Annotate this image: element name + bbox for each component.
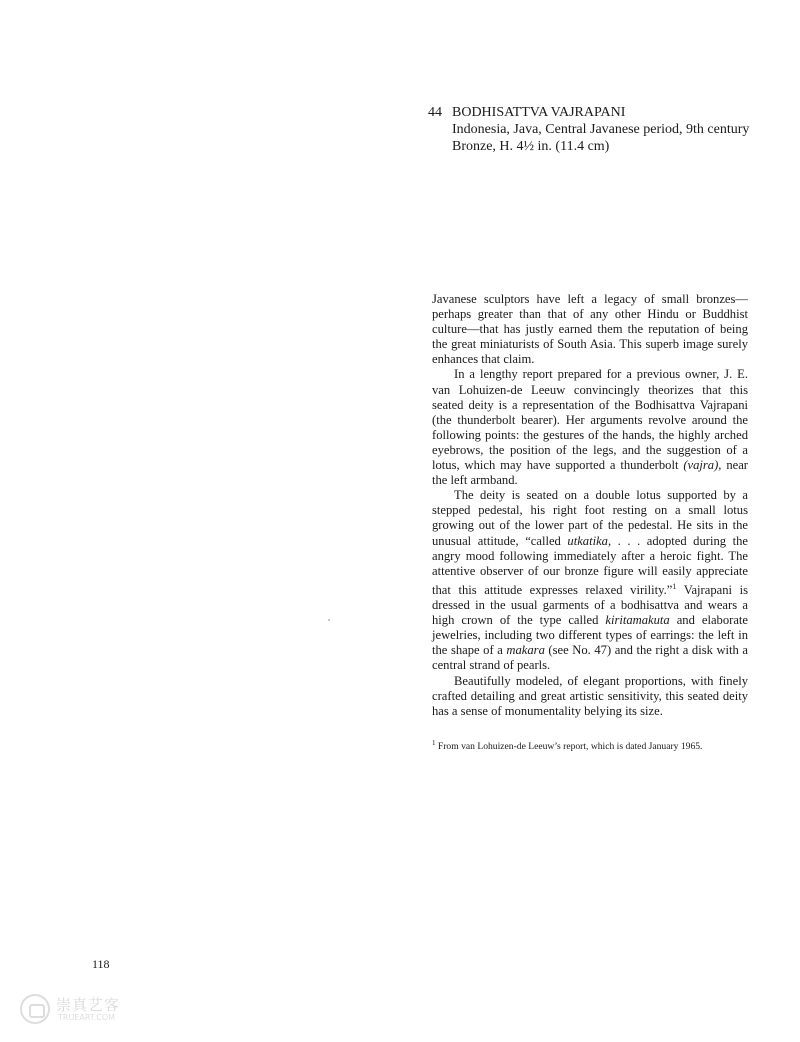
artwork-medium: Bronze, H. 4½ in. (11.4 cm) xyxy=(452,139,610,154)
artwork-origin: Indonesia, Java, Central Javanese period, 9th century xyxy=(452,122,750,137)
footnote xyxy=(432,738,772,753)
term-vajra: (vajra), xyxy=(683,458,722,473)
paragraph-3-text-b: . . . adopted during the angry mood following immediately after a heroic fight. The attentive observer of our bronze figure will easily appreciate that this attitude expresses relaxed virility.” xyxy=(432,533,748,597)
term-makara: makara xyxy=(506,643,545,658)
paragraph-2-text-b: near the left armband. xyxy=(432,458,748,488)
paragraph-3-text-a: The deity is seated on a double lotus supported by a stepped pedestal, his right foot resting on a small lotus growing out of the lower part of the pedestal. He sits in the unusual attitude, “called xyxy=(432,488,748,548)
watermark-name: 崇真艺客 xyxy=(56,996,121,1014)
paragraph-2 xyxy=(432,367,748,488)
essay-body xyxy=(432,292,748,719)
stray-mark xyxy=(328,619,330,621)
caption-lines xyxy=(452,104,772,155)
footnote-reference: 1 xyxy=(672,581,677,591)
footnote-text: From van Lohuizen-de Leeuw’s report, which is dated January 1965. xyxy=(437,741,703,752)
watermark-logo-icon xyxy=(20,994,50,1024)
watermark-url: TRUEART.COM xyxy=(58,1013,116,1022)
watermark xyxy=(20,992,140,1028)
paragraph-1: Javanese sculptors have left a legacy of small bronzes—perhaps greater than that of any other Hindu or Buddhist culture—that has justly earned them the reputation of being the great miniaturists of South Asia. This superb image surely enhances that claim. xyxy=(432,292,748,367)
page-number: 118 xyxy=(92,957,110,971)
paragraph-3-text-d: and elaborate jewelries, including two different types of earrings: the left in the shape of a xyxy=(432,613,749,658)
paragraph-3-text-c: Vajrapani is dressed in the usual garments of a bodhisattva and wears a high crown of the type called xyxy=(432,582,748,628)
paragraph-3-text-e: (see No. 47) and the right a disk with a central strand of pearls. xyxy=(432,643,748,673)
term-utkatika: utkatika, xyxy=(567,533,612,548)
artwork-title: BODHISATTVA VAJRAPANI xyxy=(452,105,626,120)
catalog-number: 44 xyxy=(428,105,442,120)
paragraph-4: Beautifully modeled, of elegant proportions, with finely crafted detailing and great artistic sensitivity, this seated deity has a sense of monumentality belying its size. xyxy=(432,673,748,718)
term-kiritamakuta: kiritamakuta xyxy=(605,613,670,628)
paragraph-3 xyxy=(432,488,748,673)
paragraph-2-text-a: In a lengthy report prepared for a previous owner, J. E. van Lohuizen-de Leeuw convincingly theorizes that this seated deity is a representation of the Bodhisattva Vajrapani (the thunderbolt bearer). Her arguments revolve around the following points: the gestures of the hands, the highly arched eyebrows, the position of the legs, and the suggestion of a lotus, which may have supported a thunderbolt xyxy=(432,367,748,473)
footnote-marker: 1 xyxy=(432,738,436,747)
